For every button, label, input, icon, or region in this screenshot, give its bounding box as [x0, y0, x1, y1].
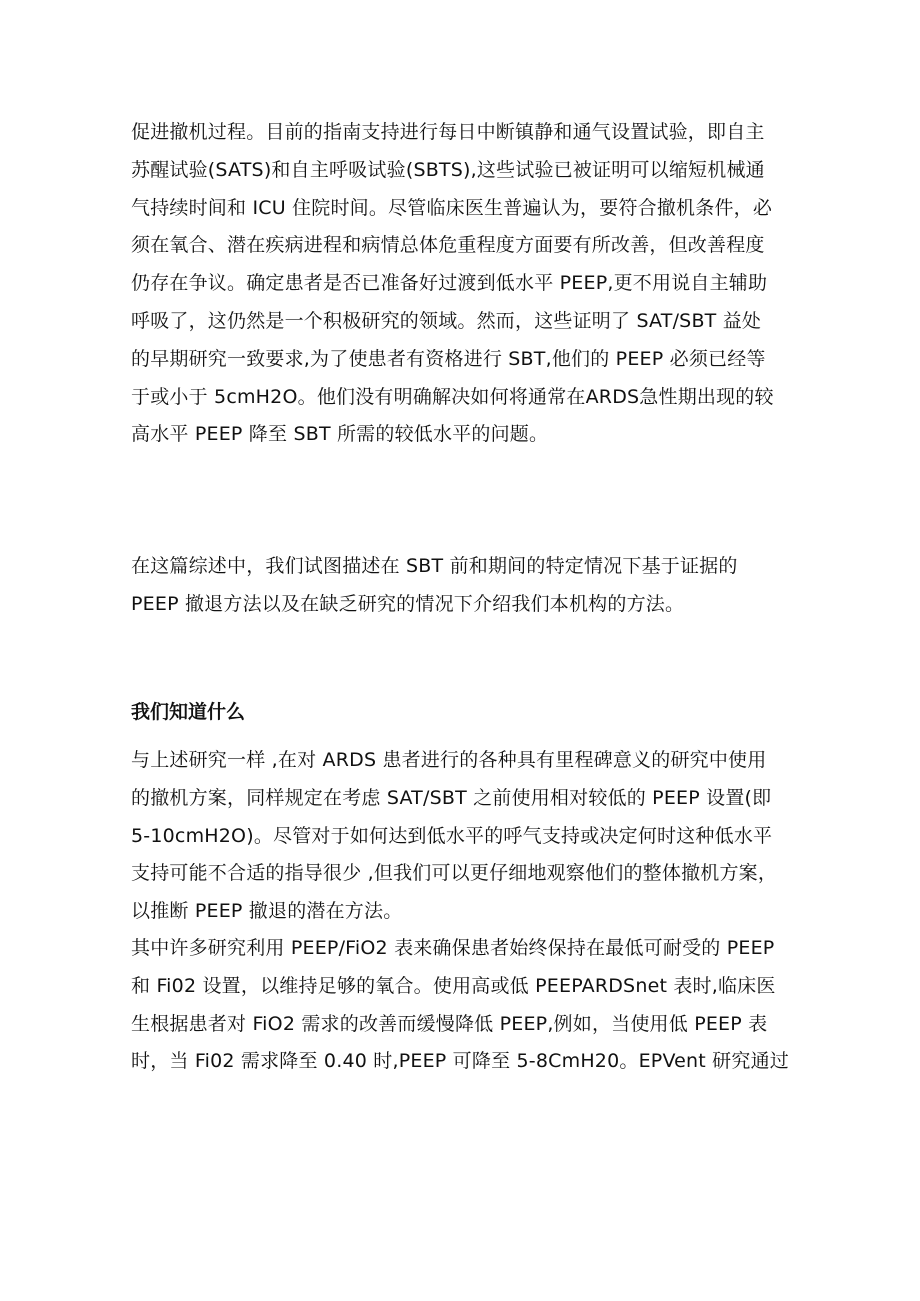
paragraph-line: PEEP 撤退方法以及在缺乏研究的情况下介绍我们本机构的方法。 — [131, 592, 685, 615]
paragraph-line: 以推断 PEEP 撤退的潜在方法。 — [131, 900, 403, 923]
paragraph-line: 气持续时间和 ICU 住院时间。尽管临床医生普遍认为，要符合撤机条件，必 — [131, 196, 773, 219]
paragraph-line: 支持可能不合适的指导很少 ,但我们可以更仔细地观察他们的整体撤机方案， — [131, 862, 778, 885]
paragraph-line: 与上述研究一样 ,在对 ARDS 患者进行的各种具有里程碑意义的研究中使用 — [131, 749, 767, 771]
paragraph-line: 于或小于 5cmH2O。他们没有明确解决如何将通常在ARDS急性期出现的较 — [131, 385, 774, 408]
paragraph-peep-fio2-table — [131, 930, 801, 1081]
paragraph-line: 生根据患者对 FiO2 需求的改善而缓慢降低 PEEP,例如，当使用低 PEEP 表 — [131, 1012, 768, 1035]
paragraph-line: 须在氧合、潜在疾病进程和病情总体危重程度方面要有所改善，但改善程度 — [131, 234, 765, 257]
paragraph-line: 苏醒试验(SATS)和自主呼吸试验(SBTS),这些试验已被证明可以缩短机械通 — [131, 158, 765, 181]
paragraph-line: 呼吸了，这仍然是一个积极研究的领域。然而，这些证明了 SAT/SBT 益处 — [131, 309, 762, 332]
section-heading: 我们知道什么 — [131, 701, 246, 723]
paragraph-line: 的撤机方案，同样规定在考虑 SAT/SBT 之前使用相对较低的 PEEP 设置(即 — [131, 786, 772, 809]
paragraph-line: 其中许多研究利用 PEEP/FiO2 表来确保患者始终保持在最低可耐受的 PEEP — [131, 937, 775, 959]
paragraph-line: 在这篇综述中，我们试图描述在 SBT 前和期间的特定情况下基于证据的 — [131, 555, 738, 577]
paragraph-review-scope — [131, 548, 801, 624]
paragraph-line: 仍存在争议。确定患者是否已准备好过渡到低水平 PEEP,更不用说自主辅助 — [131, 272, 768, 295]
paragraph-line: 的早期研究一致要求,为了使患者有资格进行 SBT,他们的 PEEP 必须已经等 — [131, 347, 766, 370]
paragraph-line: 时，当 Fi02 需求降至 0.40 时,PEEP 可降至 5-8CmH20。EPVent 研究通过 — [131, 1050, 789, 1073]
paragraph-intro — [131, 114, 801, 454]
paragraph-line: 促进撤机过程。目前的指南支持进行每日中断镇静和通气设置试验，即自主 — [131, 121, 765, 143]
paragraph-landmark-studies — [131, 742, 801, 931]
paragraph-line: 高水平 PEEP 降至 SBT 所需的较低水平的问题。 — [131, 423, 549, 446]
paragraph-line: 和 Fi02 设置，以维持足够的氧合。使用高或低 PEEPARDSnet 表时,临床医 — [131, 974, 776, 997]
paragraph-line: 5-10cmH2O)。尽管对于如何达到低水平的呼气支持或决定何时这种低水平 — [131, 824, 773, 847]
